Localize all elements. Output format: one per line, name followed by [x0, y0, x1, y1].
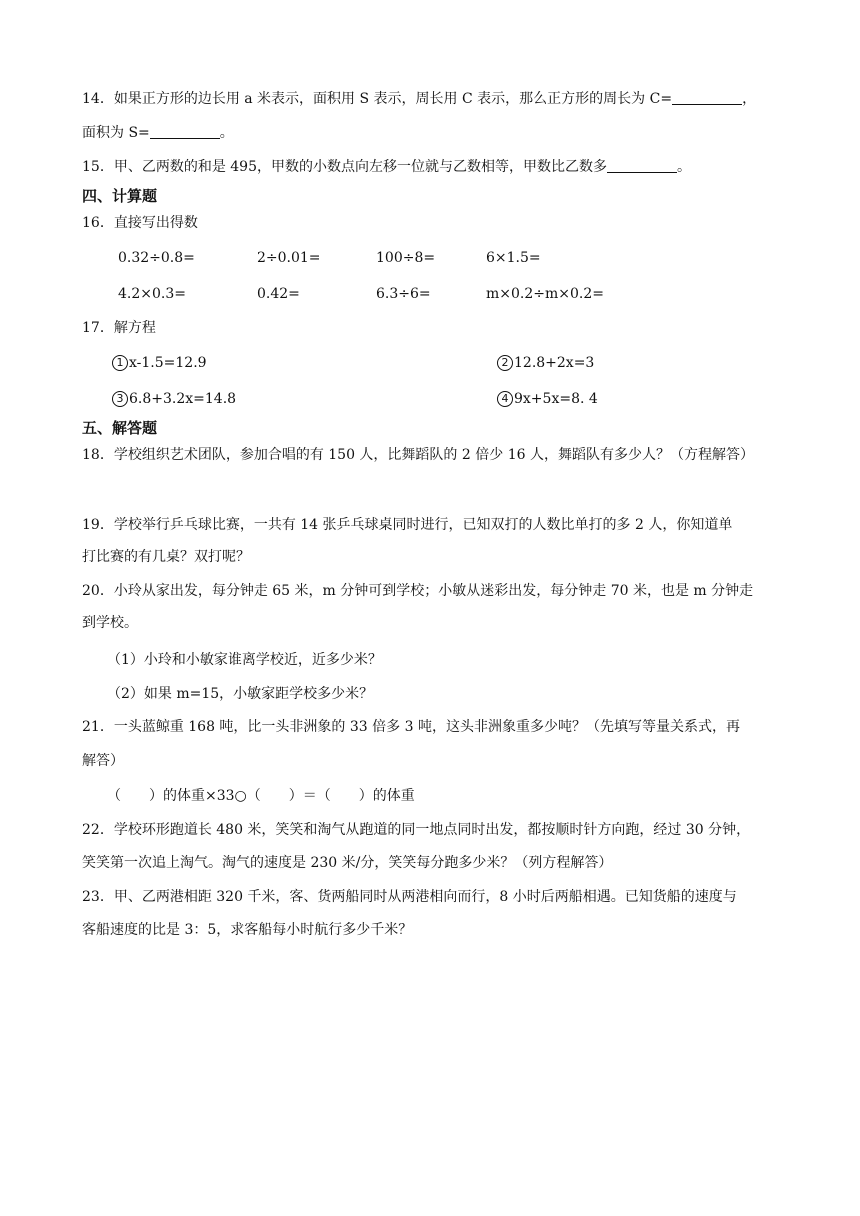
question-18: 18．学校组织艺术团队，参加合唱的有 150 人，比舞蹈队的 2 倍少 16 人，舞蹈队有多少人？（方程解答） [82, 447, 754, 463]
question-21-line-1: 21．一头蓝鲸重 168 吨，比一头非洲象的 33 倍多 3 吨，这头非洲象重多少吨？（先填写等量关系式，再 [82, 719, 740, 735]
q14-blank-area [150, 124, 220, 139]
calc-item: 2÷0.01= [257, 250, 321, 266]
question-15 [82, 157, 691, 177]
equation-text: x-1.5=12.9 [129, 355, 207, 371]
question-23-line-2: 客船速度的比是 3：5，求客船每小时航行多少千米？ [82, 922, 413, 938]
section-5-heading: 五、解答题 [82, 419, 158, 437]
calc-item: m×0.2÷m×0.2= [486, 286, 605, 302]
q14-text: 14．如果正方形的边长用 a 米表示，面积用 S 表示，周长用 C 表示，那么正方形的周长为 C= [82, 91, 673, 107]
circled-number: 2 [497, 355, 513, 371]
calc-item: 0.32÷0.8= [118, 250, 195, 266]
q14-area-label: 面积为 S= [82, 125, 150, 141]
section-4-heading: 四、计算题 [82, 187, 158, 205]
question-20-line-1: 20．小玲从家出发，每分钟走 65 米，m 分钟可到学校；小敏从迷彩出发，每分钟走 70 米，也是 m 分钟走 [82, 583, 754, 599]
question-19-line-1: 19．学校举行乒乓球比赛，一共有 14 张乒乓球桌同时进行，已知双打的人数比单打的多 2 人，你知道单 [82, 517, 733, 533]
equation-item-1 [112, 353, 207, 373]
q14-period: 。 [219, 125, 234, 141]
equation-item-4 [497, 389, 598, 409]
q15-blank [607, 158, 677, 173]
question-20-sub-1: （1）小玲和小敏家谁离学校近，近多少米？ [107, 652, 382, 668]
question-23-line-1: 23．甲、乙两港相距 320 千米，客、货两船同时从两港相向而行，8 小时后两船相遇。已知货船的速度与 [82, 889, 737, 905]
question-14-line-2 [82, 123, 234, 143]
q14-blank-perimeter [672, 90, 742, 105]
question-17-title: 17．解方程 [82, 320, 156, 336]
calc-item: 4.2×0.3= [118, 286, 186, 302]
circled-number: 3 [112, 391, 128, 407]
q15-period: 。 [676, 159, 691, 175]
circled-number: 1 [112, 355, 128, 371]
calc-item: 6.3÷6= [376, 286, 431, 302]
question-14-line-1 [82, 89, 756, 109]
question-19-line-2: 打比赛的有几桌？双打呢？ [82, 549, 250, 565]
question-21-formula: （ ）的体重×33○（ ）＝（ ）的体重 [107, 788, 415, 804]
equation-text: 12.8+2x=3 [514, 355, 595, 371]
question-21-line-2: 解答） [82, 753, 124, 769]
question-22-line-1: 22．学校环形跑道长 480 米，笑笑和淘气从跑道的同一地点同时出发，都按顺时针方向跑，经过 30 分钟， [82, 822, 751, 838]
question-20-sub-2: （2）如果 m=15，小敏家距学校多少米？ [107, 686, 374, 702]
q14-comma: ， [742, 91, 757, 107]
circled-number: 4 [497, 391, 513, 407]
equation-item-3 [112, 389, 236, 409]
question-16-title: 16．直接写出得数 [82, 215, 198, 231]
calc-item: 0.42= [257, 286, 300, 302]
question-20-line-2: 到学校。 [82, 615, 138, 631]
q15-text: 15．甲、乙两数的和是 495，甲数的小数点向左移一位就与乙数相等，甲数比乙数多 [82, 159, 607, 175]
question-22-line-2: 笑笑第一次追上淘气。淘气的速度是 230 米/分，笑笑每分跑多少米？（列方程解答） [82, 855, 613, 871]
calc-item: 100÷8= [376, 250, 436, 266]
calc-item: 6×1.5= [486, 250, 541, 266]
equation-item-2 [497, 353, 594, 373]
equation-text: 9x+5x=8. 4 [514, 391, 598, 407]
equation-text: 6.8+3.2x=14.8 [129, 391, 237, 407]
